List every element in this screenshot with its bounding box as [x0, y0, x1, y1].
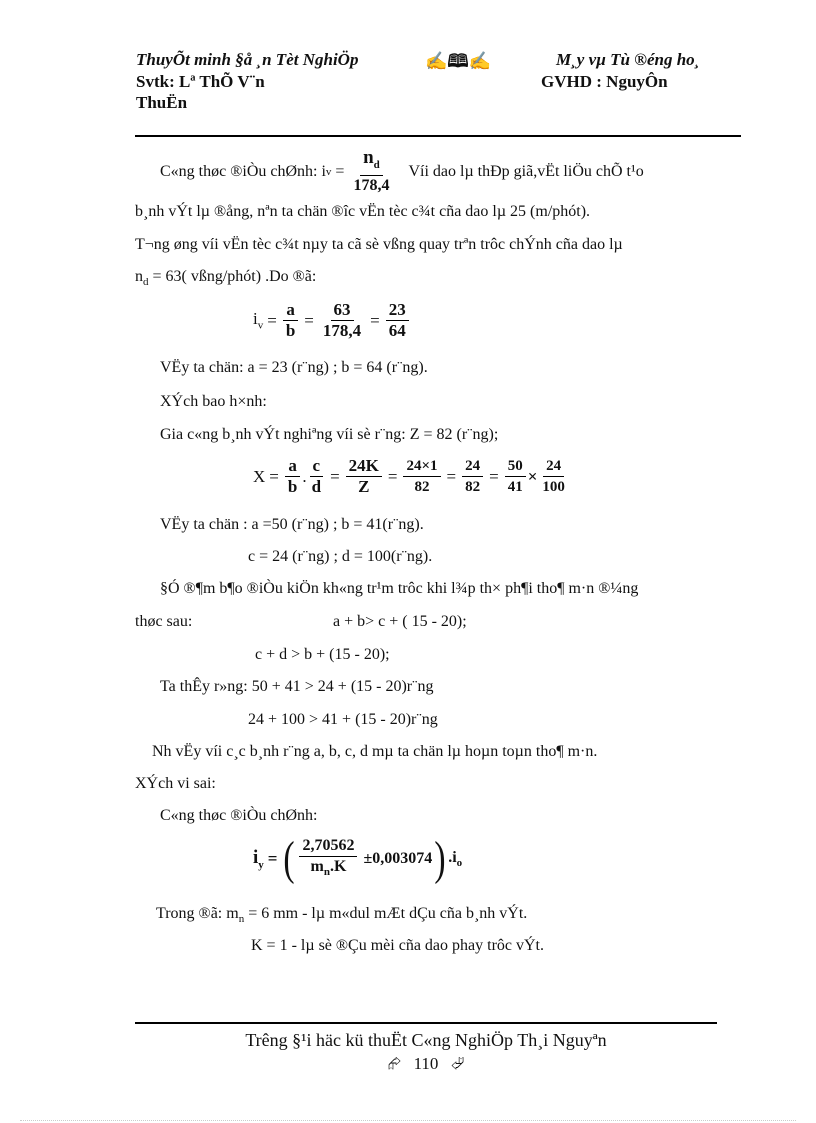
condition-line: §Ó ®¶m b¶o ®iÒu kiÖn kh«ng tr¹m trôc khi l¾p th× ph¶i tho¶ m·n ®¼ng	[160, 580, 639, 597]
formula-note: Víi dao lµ thÐp giã,vËt liÖu chÕ t¹o	[408, 162, 644, 180]
right-arrow-icon: ⮰	[450, 1054, 465, 1073]
paragraph-line-4: $n_d = 63$( vßng/phót) .Do ®ã:	[135, 268, 317, 289]
conclusion-line: Nh vËy víi c¸c b¸nh r¨ng a, b, c, d mµ ta chän lµ hoµn toµn tho¶ m·n.	[152, 743, 598, 760]
equation-iy: $i_y$ = ( $\frac{2,70562}{m_n.K}$ ±0,003074 ) $.i_o$	[253, 832, 463, 886]
equals-sign: =	[335, 162, 345, 180]
page-edge	[20, 1120, 796, 1121]
gear-teeth-line: Gia c«ng b¸nh vÝt nghiªng víi sè r¨ng: Z = 82 (r¨ng);	[160, 426, 499, 443]
section-xich-bao-hinh: XÝch bao h×nh:	[160, 393, 267, 410]
footer-page	[135, 1054, 717, 1074]
formula-intro: C«ng thøc ®iÒu chØnh: i	[160, 162, 326, 180]
header-rule	[135, 135, 741, 137]
equation-x: X = $\frac{a}{b}$ . $\frac{c}{d}$ = $\frac{24K}{Z}$ = $\frac{24\times 1}{82}$ = $\frac{24}{82}$ = $\frac{50}{41}$ × $\frac{24}{100}$	[253, 456, 565, 496]
choice-ab: VËy ta chän: a = 23 (r¨ng) ; b = 64 (r¨ng).	[160, 359, 428, 376]
footer-rule	[135, 1022, 717, 1024]
footer-school: Trêng §¹i häc kü thuËt C«ng NghiÖp Th¸i Nguyªn	[245, 1030, 607, 1050]
condition-2: c + d > b + (15 - 20);	[255, 646, 390, 663]
formula-label: C«ng thøc ®iÒu chØnh:	[160, 807, 318, 824]
page-number: 110	[413, 1054, 439, 1073]
paragraph-line-3: T¬ng øng víi vËn tèc c¾t nµy ta cã sè vßng quay trªn trôc chÝnh cña dao lµ	[135, 236, 623, 253]
paragraph-line-2: b¸nh vÝt lµ ®ång, nªn ta chän ®îc vËn tèc c¾t cña dao lµ 25 (m/phót).	[135, 203, 591, 220]
module-line: Trong ®ã: $m_n = 6$ mm - lµ m«dul mÆt dÇu cña b¸nh vÝt.	[156, 905, 528, 926]
header-title-right: M¸y vµ Tù ®éng ho¸	[556, 50, 701, 69]
section-xich-vi-sai: XÝch vi sai:	[135, 775, 216, 792]
condition-label: thøc sau:	[135, 613, 193, 630]
formula-sub: v	[325, 165, 332, 178]
condition-1: a + b> c + ( 15 - 20);	[333, 613, 467, 630]
header-student: Svtk: Lª ThÕ V¨n	[136, 72, 265, 91]
left-arrow-icon: ⮳	[387, 1054, 402, 1073]
check-2: 24 + 100 > 41 + (15 - 20)r¨ng	[248, 711, 438, 728]
formula-line-1	[160, 148, 644, 196]
header-advisor: GVHD : NguyÔn	[541, 72, 668, 91]
choice-cd: c = 24 (r¨ng) ; d = 100(r¨ng).	[248, 548, 433, 565]
equation-iv: $i_v$ = $\frac{a}{b}$ = $\frac{63}{178,4}$ = $\frac{23}{64}$	[253, 300, 411, 341]
ornament-icon: ✍🕮✍	[425, 51, 492, 71]
check-1: Ta thÊy r»ng: 50 + 41 > 24 + (15 - 20)r¨ng	[160, 678, 434, 695]
choice-ab-2: VËy ta chän : a =50 (r¨ng) ; b = 41(r¨ng).	[160, 516, 424, 533]
header-student-cont: ThuËn	[136, 93, 188, 112]
header-title-left: ThuyÕt minh §å ¸n Tèt NghiÖp	[136, 50, 359, 69]
k-line: K = 1 - lµ sè ®Çu mèi cña dao phay trôc vÝt.	[251, 937, 544, 954]
fraction-nd: $\frac{n_d}{178,4}$	[353, 147, 390, 194]
